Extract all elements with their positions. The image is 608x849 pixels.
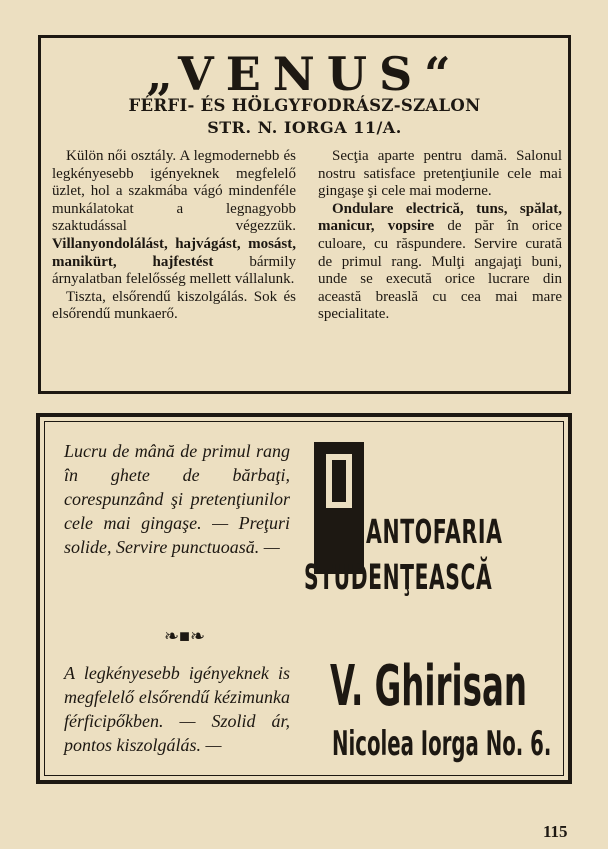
venus-subtitle: FÉRFI- ÉS HÖLGYFODRÁSZ-SZALON: [128, 96, 481, 115]
shoe-ad-text-column: [64, 439, 290, 755]
big-letter-p: [314, 442, 364, 574]
venus-address: STR. N. IORGA 11/A.: [207, 118, 402, 137]
venus-title: „VENUS“: [146, 47, 463, 101]
shoe-shop-ad: [36, 413, 572, 784]
hungarian-p1-end: bármily árnyalatban felelősség mellett vállalunk.: [52, 253, 296, 288]
shop-name-line-2: STUDENŢEASCĂ: [304, 558, 493, 598]
shop-name-line-1: ANTOFARIA: [366, 512, 503, 551]
hungarian-paragraph-1: [52, 148, 296, 289]
venus-salon-ad: [38, 35, 571, 394]
hungarian-p1-bold: Villanyondolálást, hajvágást, mosást, manikürt, hajfestést: [52, 235, 296, 270]
shoe-ad-hungarian-text: A legkényesebb igényeknek is megfelelő elsőrendű kézimunka férficipőkben. — Szolid ár, pontos kiszolgálás. —: [64, 663, 290, 755]
hungarian-column: [52, 148, 296, 324]
hungarian-p1-text: Külön női osztály. A legmodernebb és legkényesebb igényeknek megfelelő üzlet, hol a szakmába vágó mindenféle munkálatokat a legnagyobb szaktudással végezzük.: [52, 148, 296, 235]
owner-name: V. Ghirisan: [330, 654, 528, 719]
romanian-p2-bold: Ondulare electrică, tuns, spălat, manicur, vopsire: [318, 200, 562, 235]
romanian-paragraph-1: Secţia aparte pentru damă. Salonul nostru satisface pretenţiunile cele mai gingaşe şi cele mai moderne.: [318, 148, 562, 200]
shoe-ad-romanian-text: Lucru de mână de primul rang în ghete de bărbaţi, corespunzând şi pretenţiunilor cele mai gingaşe. — Preţuri solide, Servire punctuoasă. —: [64, 441, 290, 557]
romanian-p2-end: de păr în orice culoare, cu răspundere. Servire curată de primul rang. Mulţi angajaţi buni, unde se execută orice lucrare din această breaslă cu cea mai mare specialitate.: [318, 218, 562, 323]
shop-name-block: [304, 442, 558, 622]
page-number: 115: [543, 822, 568, 841]
owner-address: Nicolea Iorga No. 6.: [332, 724, 552, 764]
ornament-icon: ❧■❧: [164, 626, 206, 646]
romanian-paragraph-2: [318, 201, 562, 324]
hungarian-paragraph-2: Tiszta, elsőrendű kiszolgálás. Sok és elsőrendű munkaerő.: [52, 288, 296, 323]
romanian-column: [318, 148, 562, 324]
